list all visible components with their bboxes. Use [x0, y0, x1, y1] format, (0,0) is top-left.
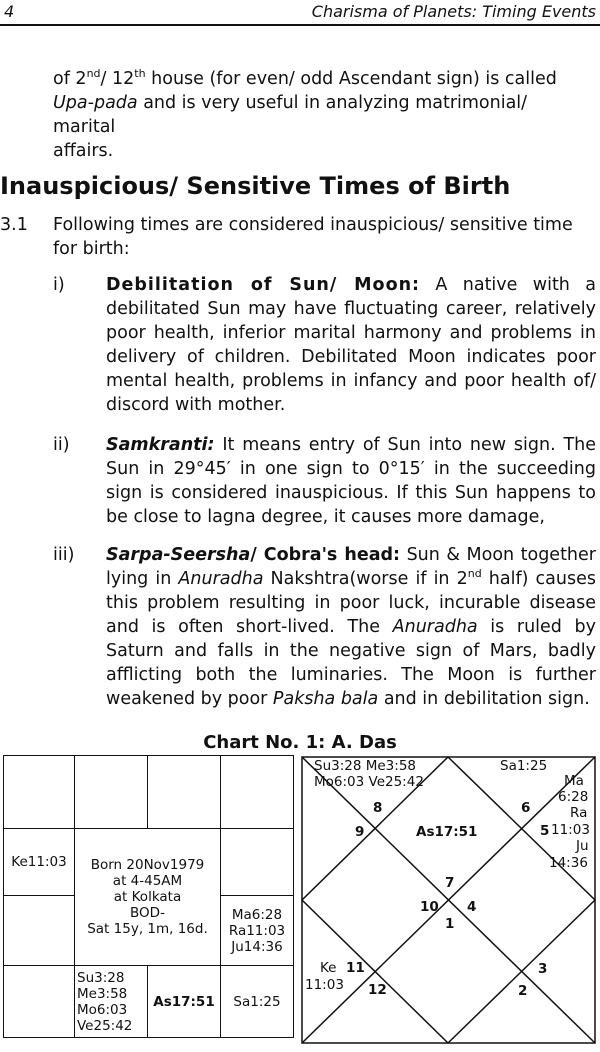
ascendant: As17:51 [416, 824, 478, 840]
item-label: ii) [53, 435, 70, 455]
house-1: 1 [445, 916, 455, 932]
section-text: Following times are considered inauspicious/ sensitive time for birth: [53, 215, 573, 259]
house-7: 7 [445, 875, 455, 891]
chart-cell-asc: As17:51 [148, 966, 221, 1038]
item-label: iii) [53, 545, 75, 565]
south-indian-chart [3, 755, 294, 1038]
planet-ra-deg: 11:03 [551, 822, 590, 838]
page-header [0, 0, 600, 24]
chart-cell [148, 756, 221, 829]
house-8: 8 [373, 800, 383, 816]
chart-cell-ma-ra-ju: Ma6:28 Ra11:03 Ju14:36 [221, 896, 294, 966]
planet-sa: Sa1:25 [500, 758, 548, 774]
chart-cell [75, 756, 148, 829]
chart-cell [221, 756, 294, 829]
section-number: 3.1 [0, 215, 28, 235]
chart-cell [4, 756, 75, 829]
chart-cell-sa: Sa1:25 [221, 966, 294, 1038]
north-indian-chart [300, 755, 597, 1045]
house-10: 10 [420, 899, 439, 915]
house-4: 4 [467, 899, 477, 915]
item-text: Debilitation of Sun/ Moon: A native with a debilitated Sun may have fluctuating career, relatively poor health, inferior marital harmony and problems in delivery of children. Debilitated Moon indicates poor mental health, problems in infancy and poor health of/ discord with mother. [106, 275, 596, 415]
house-11: 11 [346, 960, 365, 976]
chart-title: Chart No. 1: A. Das [203, 732, 397, 753]
chart-cell [4, 966, 75, 1038]
house-12: 12 [368, 982, 387, 998]
planet-ra: Ra [570, 805, 588, 821]
chart-center-info: Born 20Nov1979 at 4-45AM at Kolkata BOD- Sat 15y, 1m, 16d. [75, 829, 221, 966]
page-number: 4 [4, 2, 15, 21]
house-9: 9 [355, 824, 365, 840]
planet-ma: Ma [564, 773, 584, 789]
chart-cell [221, 829, 294, 896]
item-text: Sarpa-Seersha/ Cobra's head: Sun & Moon together lying in Anuradha Nakshtra(worse if in 2nd half) causes this problem resulting in poor luck, incurable disease and is often short-lived. The Anuradha is ruled by Saturn and falls in the negative sign of Mars, badly afflicting both the luminaries. The Moon is further weakened by poor Paksha bala and in debilitation sign. [106, 545, 596, 709]
house-2: 2 [518, 983, 528, 999]
planet-ju-deg: 14:36 [549, 855, 588, 871]
running-title: Charisma of Planets: Timing Events [311, 2, 596, 21]
header-rule [0, 24, 600, 26]
item-text: Samkranti: It means entry of Sun into new sign. The Sun in 29°45′ in one sign to 0°15′ in the succeeding sign is considered inauspicious. If this Sun happens to be close to lagna degree, it causes more damage, [106, 435, 596, 527]
planets-mo-ve: Mo6:03 Ve25:42 [314, 774, 424, 790]
section-heading: Inauspicious/ Sensitive Times of Birth [0, 172, 511, 200]
chart-cell-ke: Ke11:03 [4, 829, 75, 896]
intro-paragraph: of 2nd/ 12th house (for even/ odd Ascendant sign) is called Upa-pada and is very useful in analyzing matrimonial/ marital affairs. [53, 67, 557, 161]
house-6: 6 [521, 800, 531, 816]
planet-ke-deg: 11:03 [305, 977, 344, 993]
planet-ke: Ke [320, 960, 337, 976]
house-3: 3 [538, 961, 548, 977]
chart-cell-su-me-mo-ve: Su3:28 Me3:58 Mo6:03 Ve25:42 [75, 966, 148, 1038]
item-label: i) [53, 275, 65, 295]
chart-cell [4, 896, 75, 966]
planets-su-me: Su3:28 Me3:58 [314, 758, 417, 774]
planet-ma-deg: 6:28 [558, 789, 589, 805]
planet-ju: Ju [576, 838, 589, 854]
house-5: 5 [540, 823, 550, 839]
